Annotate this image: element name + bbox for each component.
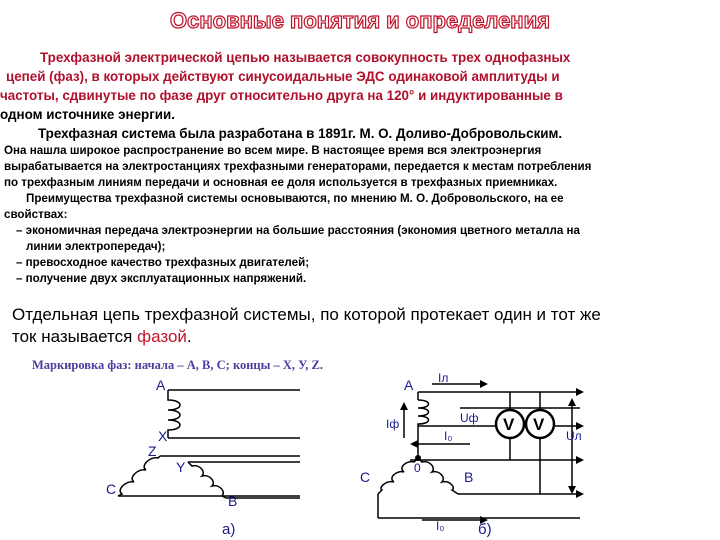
label-b: B: [228, 493, 238, 509]
voltmeter-line-label: V: [533, 415, 545, 434]
label-il: Iл: [438, 371, 449, 385]
spread-paragraph: [4, 143, 720, 287]
intro-line-3: частоты, сдвинутые по фазе друг относительно друга на 120° и индуктированные в: [0, 88, 563, 103]
page-title: Основные понятия и определения: [170, 8, 550, 33]
spread-line-4: Преимущества трехфазной системы основываются, по мнению М. О. Добровольского, на ее: [26, 192, 564, 205]
label-uph: Uф: [460, 411, 479, 425]
intro-line-2: цепей (фаз), в которых действуют синусоидальные ЭДС одинаковой амплитуды и: [6, 69, 560, 84]
coil-a-0: [418, 400, 429, 454]
label-b-a: A: [404, 377, 414, 393]
coil-y-b: [188, 462, 226, 498]
spread-line-5: свойствах:: [4, 208, 68, 221]
label-x: X: [158, 428, 168, 444]
label-node-0: 0: [414, 461, 421, 475]
definition-line-1: Отдельная цепь трехфазной системы, по которой протекает один и тот же: [12, 305, 601, 324]
spread-line-1: Она нашла широкое распространение во всем мире. В настоящее время вся электроэнергия: [4, 144, 542, 157]
coil-0-b: [418, 458, 458, 494]
diagram-a-label: а): [222, 521, 236, 538]
intro-line-1: Трехфазной электрической цепью называется совокупность трех однофазных: [40, 50, 571, 65]
label-a: A: [156, 377, 166, 393]
spread-line-8: – превосходное качество трехфазных двигателей;: [16, 256, 310, 269]
diagram-b-label: б): [478, 521, 492, 538]
phase-marking-caption: Маркировка фаз: начала – А, В, С; концы – Х, У, Z.: [32, 358, 324, 372]
spread-line-7: линии электропередач);: [26, 240, 166, 253]
label-b-c: C: [360, 469, 371, 485]
definition-text: ток называется: [12, 327, 138, 346]
definition-period: .: [186, 327, 192, 346]
intro-line-4: одном источнике энергии.: [0, 107, 175, 122]
spread-line-9: – получение двух эксплуатационных напряжений.: [16, 272, 307, 285]
label-c: C: [106, 481, 117, 497]
spread-line-6: – экономичная передача электроэнергии на большие расстояния (экономия цветного металла на: [16, 224, 580, 237]
label-i0-mid: I₀: [444, 429, 453, 443]
label-z: Z: [148, 443, 157, 459]
definition-paragraph: [12, 304, 712, 348]
coil-z-c: [118, 456, 160, 496]
coil-0-c: [378, 458, 418, 494]
diagram-b-star: [360, 370, 720, 540]
label-ul: Uл: [566, 429, 582, 443]
spread-line-3: по трехфазным линиям передачи и основная ее доля используется в трехфазных приемниках.: [4, 176, 558, 189]
definition-line-2: [12, 326, 712, 348]
label-b-b: B: [464, 469, 474, 485]
diagram-a-windings: [0, 370, 360, 540]
spread-line-2: вырабатывается на электростанциях трехфазными генераторами, передается к местам потребления: [4, 160, 592, 173]
definition-term: фазой: [137, 327, 187, 346]
label-i0-bottom: I₀: [436, 519, 445, 533]
coil-a-x: [168, 390, 180, 432]
label-iph: Iф: [386, 417, 400, 431]
voltmeter-phase-label: V: [503, 415, 515, 434]
intro-paragraph: [0, 48, 720, 124]
label-y: Y: [176, 459, 186, 475]
history-line: Трехфазная система была разработана в 1891г. М. О. Доливо-Добровольским.: [38, 126, 563, 141]
